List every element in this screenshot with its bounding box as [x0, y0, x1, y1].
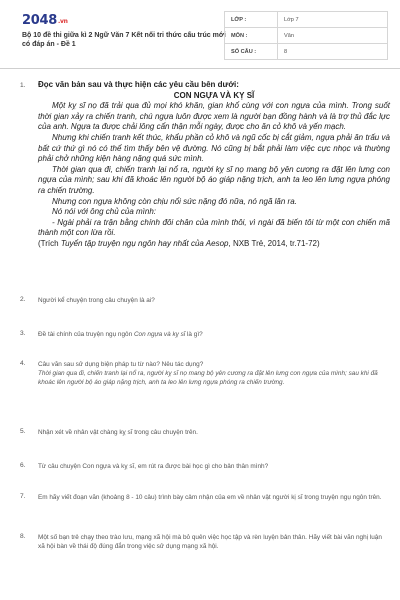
question-number: 3. [20, 330, 26, 337]
question-number: 5. [20, 428, 26, 435]
passage-paragraph: Nhưng con ngựa không còn chịu nổi sức nặng đó nữa, nó ngã lăn ra. [52, 196, 297, 206]
source-prefix: (Trích [38, 238, 61, 248]
question-text [38, 330, 390, 339]
question-quote: Thời gian qua đi, chiến tranh lại nổ ra, người kỵ sĩ nọ mang bộ yên cương ra đặt lên lưng con ngựa của mình; sau khi đã khoác lên người bộ áo giáp nặng trịch, anh ta leo lên lưng ngựa phóng ra chiến trường. [38, 370, 378, 386]
document-header [0, 0, 400, 69]
meta-row-subject [225, 28, 388, 44]
meta-key: LỚP : [225, 12, 278, 28]
question-text-part: Đề tài chính của truyện ngụ ngôn [38, 331, 134, 338]
story-title-italic: Con ngựa và kỵ sĩ [133, 331, 186, 338]
passage-title: CON NGỰA VÀ KỴ SĨ [173, 90, 255, 100]
question-number: 1. [20, 82, 26, 89]
question-number: 7. [20, 493, 26, 500]
meta-key: SỐ CÂU : [225, 44, 278, 60]
reading-passage [38, 80, 390, 250]
passage-paragraph: - Ngài phải ra trận bằng chính đôi chân của mình thôi, vì ngài đã biến tôi từ một con chiến mã thành một con lừa rồi. [38, 217, 390, 238]
question-text: Em hãy viết đoạn văn (khoảng 8 - 10 câu) trình bày cảm nhận của em về nhân vật người kị sĩ trong truyện ngụ ngôn trên. [38, 494, 382, 501]
question-number: 2. [20, 296, 26, 303]
reading-intro: Đọc văn bản sau và thực hiện các yêu cầu bên dưới: [38, 80, 239, 89]
passage-paragraph: Nhưng khi chiến tranh kết thúc, khẩu phần cỏ khô và ngũ cốc bị cắt giảm, ngựa phải ăn trấu và bất cứ thứ gì nó có thể tìm thấy bên vệ đường. Nó cũng bị bắt phải làm việc cực nhọc và thường phải chở những kiện hàng nặng quá sức mình. [38, 132, 390, 164]
passage-source [38, 239, 390, 250]
meta-row-count [225, 44, 388, 60]
question-number: 6. [20, 462, 26, 469]
question-block [38, 360, 390, 387]
meta-row-class [225, 12, 388, 28]
meta-value: Lớp 7 [278, 12, 388, 28]
question-number: 4. [20, 360, 26, 367]
question-text: Nhận xét về nhân vật chàng kỵ sĩ trong câu chuyện trên. [38, 429, 198, 436]
meta-value: Văn [278, 28, 388, 44]
question-text: Từ câu chuyện Con ngựa và kỵ sĩ, em rút ra được bài học gì cho bản thân mình? [38, 463, 269, 470]
site-logo[interactable] [22, 13, 68, 28]
question-text: Người kể chuyện trong câu chuyện là ai? [38, 297, 155, 304]
source-suffix: , NXB Trẻ, 2014, tr.71-72) [228, 238, 320, 248]
passage-paragraph: Một kỵ sĩ nọ đã trải qua đủ mọi khó khăn, gian khổ cùng với con ngựa của mình. Trong suốt thời gian xảy ra chiến tranh, chú ngựa luôn được xem là người bạn đồng hành và là trợ thủ đắc lực của anh. Ngựa ta được chải lông cẩn thận mỗi ngày, được cho ăn cỏ khô và yến mạch. [38, 101, 390, 132]
question-text: Một số bạn trẻ chạy theo trào lưu, mạng xã hội mà bỏ quên việc học tập và rèn luyện bản thân. Hãy viết bài văn nghị luận xã hội bàn về thái độ đúng đắn trong việc sử dụng mạng xã hội. [38, 534, 382, 550]
question-text-part: là gì? [185, 331, 203, 338]
question-number: 8. [20, 533, 26, 540]
meta-key: MÔN : [225, 28, 278, 44]
passage-paragraph: Thời gian qua đi, chiến tranh lại nổ ra, người kỵ sĩ nọ mang bộ yên cương ra đặt lên lưng con ngựa của mình; sau khi đã khoác lên người bộ áo giáp nặng trịch, anh ta leo lên lưng ngựa phóng ra chiến trường. [38, 164, 390, 195]
logo-main: 2048 [22, 13, 57, 28]
passage-paragraph: Nó nói với ông chủ của mình: [52, 207, 157, 217]
document-title: Bộ 10 đề thi giữa kì 2 Ngữ Văn 7 Kết nối tri thức cấu trúc mới có đáp án - Đề 1 [22, 32, 226, 48]
logo-suffix: .vn [57, 18, 68, 25]
meta-table [224, 11, 388, 60]
question-text: Câu văn sau sử dụng biện pháp tu từ nào? Nêu tác dụng? [38, 361, 204, 368]
source-title: Tuyển tập truyện ngụ ngôn hay nhất của Aesop [60, 238, 229, 248]
meta-value: 8 [278, 44, 388, 60]
